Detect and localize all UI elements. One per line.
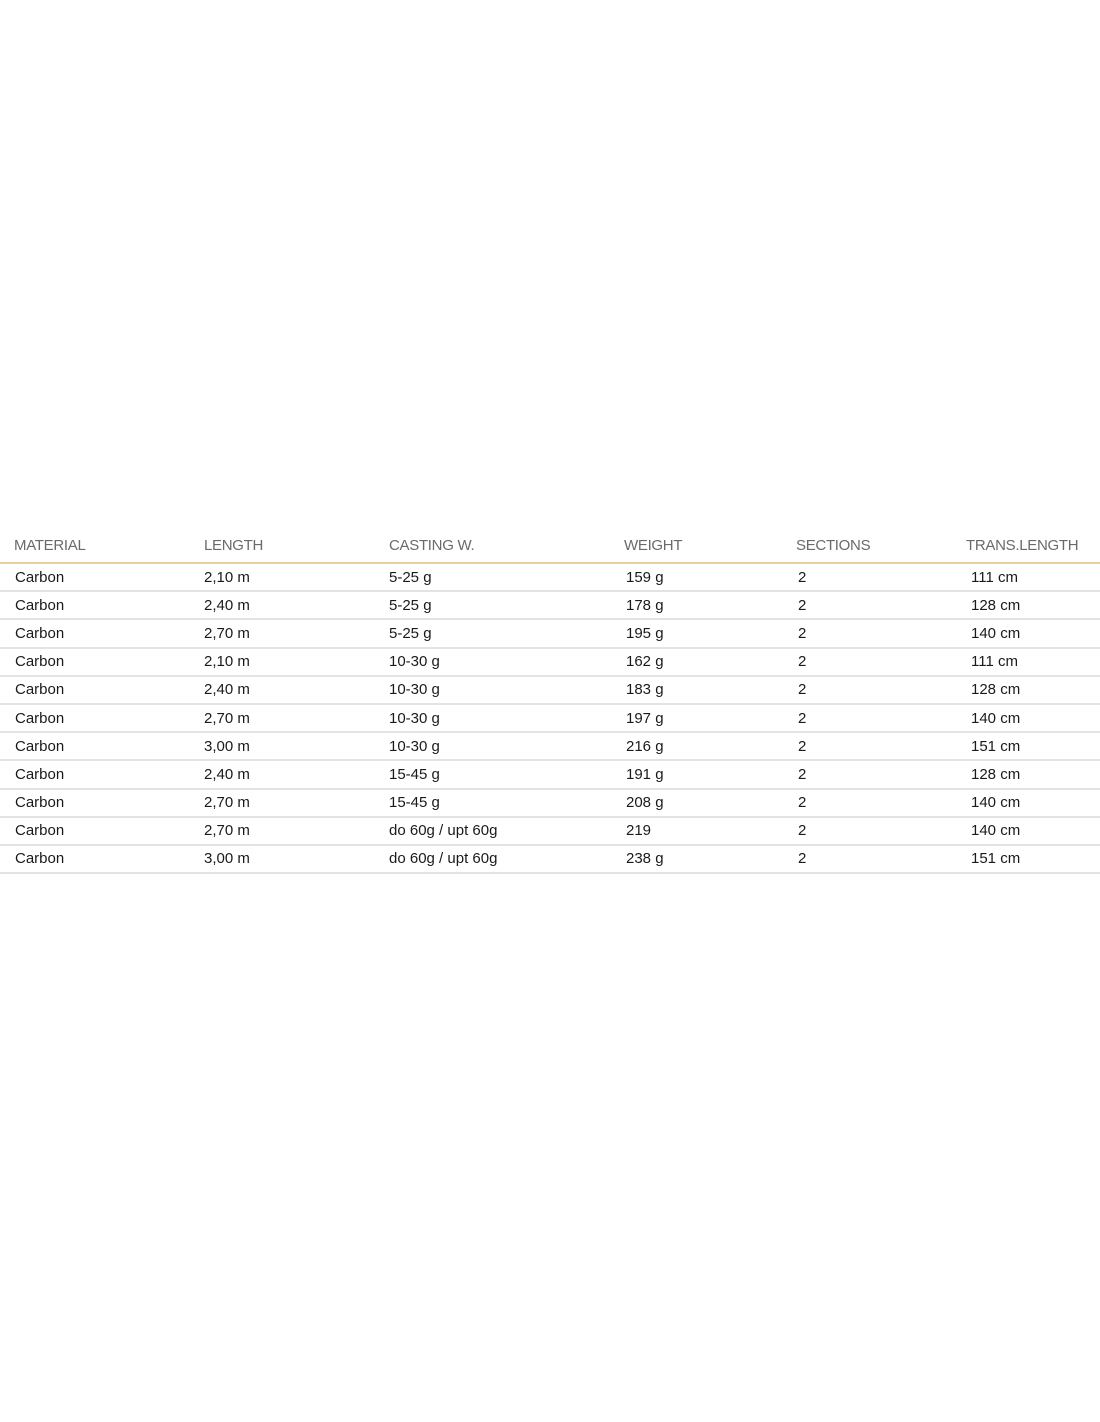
table-row [0,563,1100,591]
cell-weight: 197 g [610,704,782,732]
cell-casting-weight: 10-30 g [374,732,610,760]
cell-sections: 2 [782,704,950,732]
cell-transport-length: 111 cm [950,648,1100,676]
cell-sections: 2 [782,845,950,873]
cell-length: 2,70 m [190,817,374,845]
cell-weight: 162 g [610,648,782,676]
header-transport-length: TRANS.LENGTH [950,528,1100,563]
cell-length: 2,70 m [190,704,374,732]
cell-material: Carbon [0,732,190,760]
cell-length: 3,00 m [190,845,374,873]
cell-transport-length: 128 cm [950,760,1100,788]
cell-transport-length: 128 cm [950,676,1100,704]
cell-casting-weight: 5-25 g [374,591,610,619]
cell-length: 2,40 m [190,676,374,704]
header-sections: SECTIONS [782,528,950,563]
cell-weight: 183 g [610,676,782,704]
cell-weight: 216 g [610,732,782,760]
cell-sections: 2 [782,817,950,845]
cell-casting-weight: 5-25 g [374,619,610,647]
table-row [0,676,1100,704]
cell-transport-length: 151 cm [950,845,1100,873]
cell-material: Carbon [0,619,190,647]
cell-casting-weight: 15-45 g [374,760,610,788]
cell-material: Carbon [0,591,190,619]
cell-material: Carbon [0,676,190,704]
cell-weight: 191 g [610,760,782,788]
table-row [0,591,1100,619]
cell-transport-length: 140 cm [950,619,1100,647]
table-row [0,619,1100,647]
header-material: MATERIAL [0,528,190,563]
cell-transport-length: 140 cm [950,817,1100,845]
cell-weight: 238 g [610,845,782,873]
table-header [0,528,1100,563]
header-row [0,528,1100,563]
cell-length: 2,10 m [190,648,374,676]
cell-weight: 159 g [610,563,782,591]
header-length: LENGTH [190,528,374,563]
cell-weight: 195 g [610,619,782,647]
cell-material: Carbon [0,563,190,591]
cell-casting-weight: do 60g / upt 60g [374,817,610,845]
cell-sections: 2 [782,676,950,704]
cell-casting-weight: do 60g / upt 60g [374,845,610,873]
cell-length: 3,00 m [190,732,374,760]
cell-transport-length: 151 cm [950,732,1100,760]
table-row [0,760,1100,788]
cell-transport-length: 140 cm [950,789,1100,817]
cell-sections: 2 [782,760,950,788]
table-row [0,704,1100,732]
specifications-table [0,528,1100,874]
cell-casting-weight: 10-30 g [374,648,610,676]
cell-casting-weight: 10-30 g [374,676,610,704]
header-casting-weight: CASTING W. [374,528,610,563]
header-weight: WEIGHT [610,528,782,563]
cell-weight: 219 [610,817,782,845]
table-row [0,817,1100,845]
table-body [0,563,1100,873]
cell-length: 2,70 m [190,619,374,647]
cell-weight: 178 g [610,591,782,619]
cell-material: Carbon [0,760,190,788]
cell-casting-weight: 10-30 g [374,704,610,732]
cell-transport-length: 111 cm [950,563,1100,591]
cell-sections: 2 [782,563,950,591]
cell-casting-weight: 15-45 g [374,789,610,817]
cell-length: 2,40 m [190,760,374,788]
cell-material: Carbon [0,789,190,817]
table-row [0,845,1100,873]
cell-weight: 208 g [610,789,782,817]
cell-casting-weight: 5-25 g [374,563,610,591]
cell-transport-length: 140 cm [950,704,1100,732]
cell-material: Carbon [0,817,190,845]
table-row [0,732,1100,760]
table-row [0,789,1100,817]
cell-transport-length: 128 cm [950,591,1100,619]
cell-material: Carbon [0,648,190,676]
cell-material: Carbon [0,704,190,732]
cell-length: 2,40 m [190,591,374,619]
cell-sections: 2 [782,648,950,676]
cell-sections: 2 [782,789,950,817]
cell-sections: 2 [782,619,950,647]
table-row [0,648,1100,676]
cell-length: 2,70 m [190,789,374,817]
cell-sections: 2 [782,732,950,760]
cell-material: Carbon [0,845,190,873]
cell-sections: 2 [782,591,950,619]
cell-length: 2,10 m [190,563,374,591]
